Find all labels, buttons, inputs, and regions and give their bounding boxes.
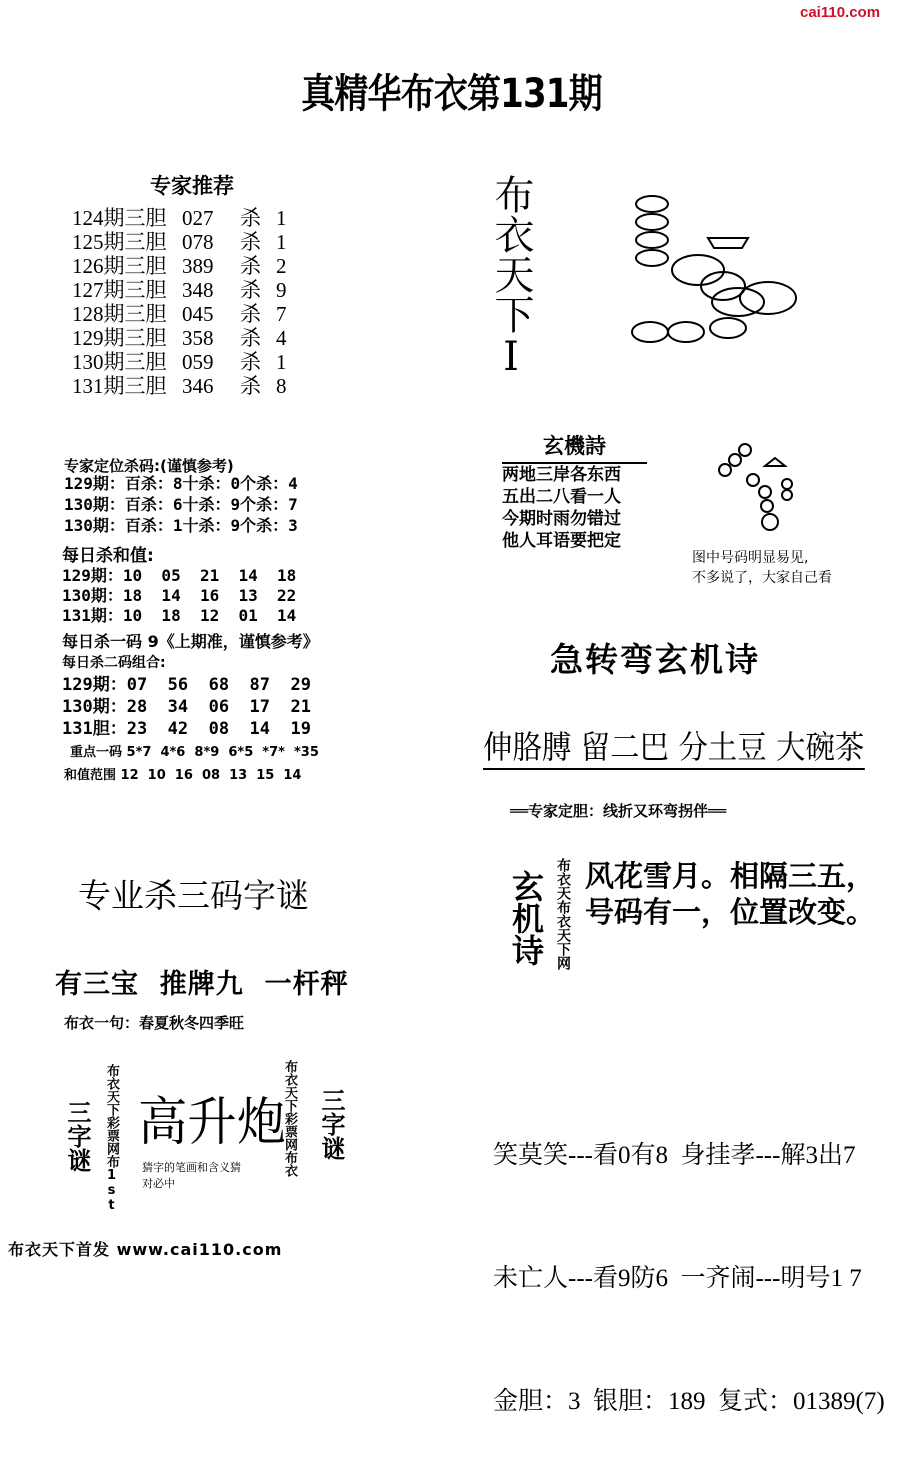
pick-kill: 杀 [240, 302, 261, 326]
pick-period: 128期三胆 [72, 302, 167, 326]
poem-title: 玄機詩 [502, 430, 647, 464]
list-item: 130期：百杀：6十杀：9个杀：7 [64, 495, 298, 514]
list-item [72, 326, 287, 350]
san-zi-mi-right: 三字谜 [317, 1088, 345, 1160]
kill3-title: 专业杀三码字谜 [78, 876, 309, 915]
expert-dan: ══专家定胆：线折又环弯拐伴══ [510, 802, 727, 820]
pick-period: 130期三胆 [72, 350, 167, 374]
pick-period: 124期三胆 [72, 206, 167, 230]
pick-kill: 杀 [240, 350, 261, 374]
one-line: 布衣一句：春夏秋冬四季旺 [64, 1014, 245, 1032]
list-item: 130期：百杀：1十杀：9个杀：3 [64, 516, 298, 535]
pick-kill: 杀 [240, 374, 261, 398]
list-item: 129期：百杀：8十杀：0个杀：4 [64, 474, 298, 493]
coins-illustration [628, 190, 803, 360]
page-title: 真精华布衣第131期 [301, 71, 602, 117]
list-item [72, 374, 287, 398]
answer-block [493, 1053, 885, 1463]
list-item [72, 206, 287, 230]
verse [585, 858, 875, 930]
coin-chain-illustration [715, 440, 805, 540]
pick-kill: 杀 [240, 254, 261, 278]
key-code: 重点一码 5*7 4*6 8*9 6*5 *7* *35 [70, 745, 319, 760]
list-item [72, 350, 287, 374]
pick-k: 4 [276, 326, 287, 350]
pick-k: 7 [276, 302, 287, 326]
list-item: 131期：10 18 12 01 14 [62, 606, 297, 625]
note-line: 图中号码明显易见, [692, 550, 809, 566]
recommend-heading: 专家推荐 [150, 174, 234, 198]
note-line: 不多说了，大家自己看 [692, 570, 832, 586]
verse-line: 风花雪月。相隔三五， [585, 859, 876, 893]
pick-k: 1 [276, 230, 287, 254]
pick-k: 9 [276, 278, 287, 302]
brand-vertical: 布衣天下I [488, 174, 534, 380]
list-item: 129期：07 56 68 87 29 [62, 675, 311, 695]
list-item: 130期：28 34 06 17 21 [62, 697, 311, 717]
list-item [72, 278, 287, 302]
xjs-label: 玄机诗 [507, 870, 545, 966]
site-vertical-right: 布衣天下彩票网布衣 [282, 1060, 297, 1177]
pick-period: 129期三胆 [72, 326, 167, 350]
coins-note [692, 548, 832, 588]
pick-k: 1 [276, 350, 287, 374]
position-kill-list [64, 473, 298, 536]
turn-riddle: 伸胳膊 留二巴 分土豆 大碗茶 [483, 722, 864, 770]
pick-k: 2 [276, 254, 287, 278]
recommend-list [72, 206, 287, 398]
pick-nums: 346 [182, 374, 214, 398]
footer[interactable]: 布衣天下首发 www.cai110.com [8, 1240, 283, 1259]
list-item [72, 254, 287, 278]
kill-one-code: 每日杀一码 9《上期准，谨慎参考》 [62, 632, 319, 651]
pick-nums: 358 [182, 326, 214, 350]
pick-k: 1 [276, 206, 287, 230]
list-item: 131胆：23 42 08 14 19 [62, 719, 311, 739]
poem-line: 今期时雨勿错过 [502, 509, 621, 529]
sum-kill-list [62, 566, 296, 626]
pick-nums: 027 [182, 206, 214, 230]
pick-k: 8 [276, 374, 287, 398]
site-vertical-left: 布衣天下彩票网布1st [104, 1064, 119, 1213]
poem-line: 两地三岸各东西 [502, 465, 621, 485]
san-zi-mi-left: 三字谜 [63, 1100, 91, 1172]
pick-nums: 059 [182, 350, 214, 374]
sum-kill-heading: 每日杀和值: [62, 546, 154, 566]
note-line: 猜字的笔画和含义猜 [142, 1161, 241, 1174]
mystic-poem [502, 430, 647, 552]
site-vertical: 布衣天布衣天下网 [555, 858, 571, 970]
answer-line: 金胆：3 银胆：189 复式：01389(7) [493, 1388, 885, 1415]
gsp-title: 高升炮 [138, 1093, 287, 1153]
pick-nums: 348 [182, 278, 214, 302]
list-item [72, 302, 287, 326]
answer-line: 未亡人---看9防6 一齐闹---明号1 7 [493, 1265, 862, 1292]
poem-line: 五出二八看一人 [502, 487, 621, 507]
pick-period: 127期三胆 [72, 278, 167, 302]
pick-nums: 045 [182, 302, 214, 326]
pick-period: 126期三胆 [72, 254, 167, 278]
answer-line: 笑莫笑---看0有8 身挂孝---解3出7 [493, 1142, 856, 1169]
position-kill-heading: 专家定位杀码:(谨慎参考) [64, 457, 234, 475]
sum-range: 和值范围 12 10 16 08 13 15 14 [64, 768, 302, 783]
verse-line: 号码有一，位置改变。 [585, 895, 876, 929]
pick-kill: 杀 [240, 278, 261, 302]
pick-kill: 杀 [240, 230, 261, 254]
list-item: 130期：18 14 16 13 22 [62, 586, 297, 605]
pick-nums: 078 [182, 230, 214, 254]
turn-poem-title: 急转弯玄机诗 [550, 640, 760, 679]
pick-nums: 389 [182, 254, 214, 278]
kill-two-heading: 每日杀二码组合: [62, 655, 166, 671]
site-logo[interactable]: cai110.com [800, 4, 881, 21]
pick-kill: 杀 [240, 326, 261, 350]
poem-line: 他人耳语要把定 [502, 531, 621, 551]
pick-period: 125期三胆 [72, 230, 167, 254]
list-item: 129期：10 05 21 14 18 [62, 566, 297, 585]
pick-kill: 杀 [240, 206, 261, 230]
list-item [72, 230, 287, 254]
gsp-note [142, 1160, 241, 1192]
note-line: 对必中 [142, 1177, 175, 1190]
three-items: 有三宝 推牌九 一杆秤 [55, 969, 349, 1000]
pick-period: 131期三胆 [72, 374, 167, 398]
kill-two-list [62, 674, 311, 740]
